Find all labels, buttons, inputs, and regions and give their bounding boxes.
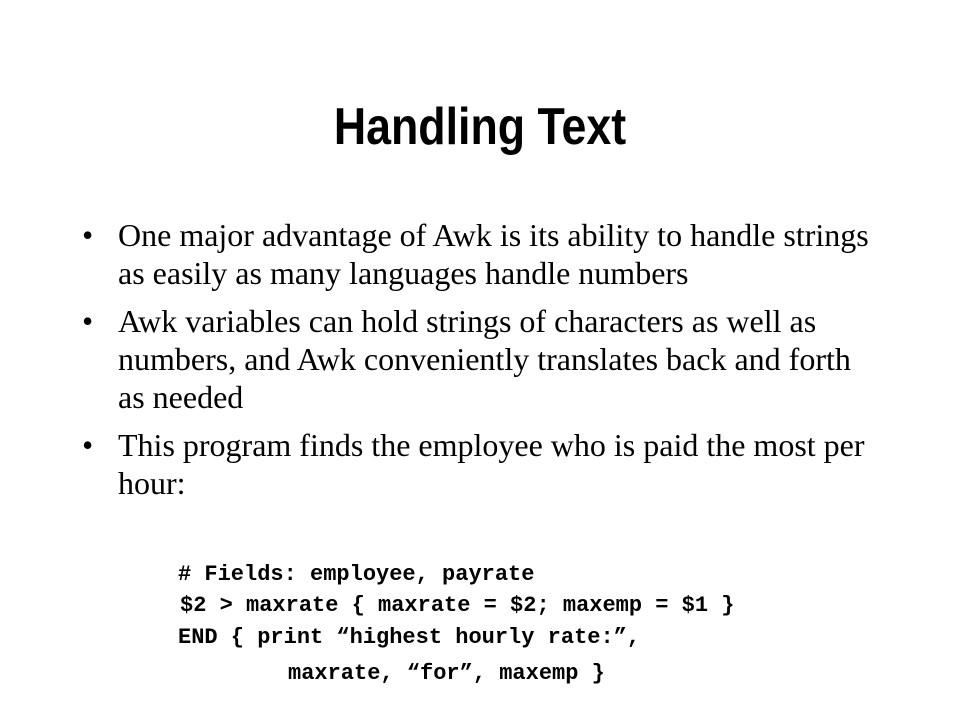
bullet-text: This program finds the employee who is paid the most per hour:: [118, 427, 865, 501]
code-line-continuation: maxrate, “for”, maxemp }: [288, 661, 605, 686]
bullet-marker: •: [82, 427, 94, 463]
bullet-item: [82, 216, 882, 292]
bullet-marker: •: [82, 303, 94, 339]
code-line-pattern: $2 > maxrate { maxrate = $2; maxemp = $1 }: [180, 593, 735, 618]
bullet-text: One major advantage of Awk is its ability to handle strings as easily as many languages handle numbers: [118, 217, 869, 291]
code-line-end: END { print “highest hourly rate:”,: [178, 625, 641, 650]
bullet-item: [82, 426, 882, 502]
code-line-comment: # Fields: employee, payrate: [178, 562, 535, 587]
bullet-item: [82, 302, 882, 416]
slide-title: Handling Text: [333, 98, 627, 156]
bullet-marker: •: [82, 217, 94, 253]
bullet-text: Awk variables can hold strings of characters as well as numbers, and Awk conveniently translates back and forth as needed: [118, 303, 851, 415]
bullet-list: [82, 216, 882, 512]
